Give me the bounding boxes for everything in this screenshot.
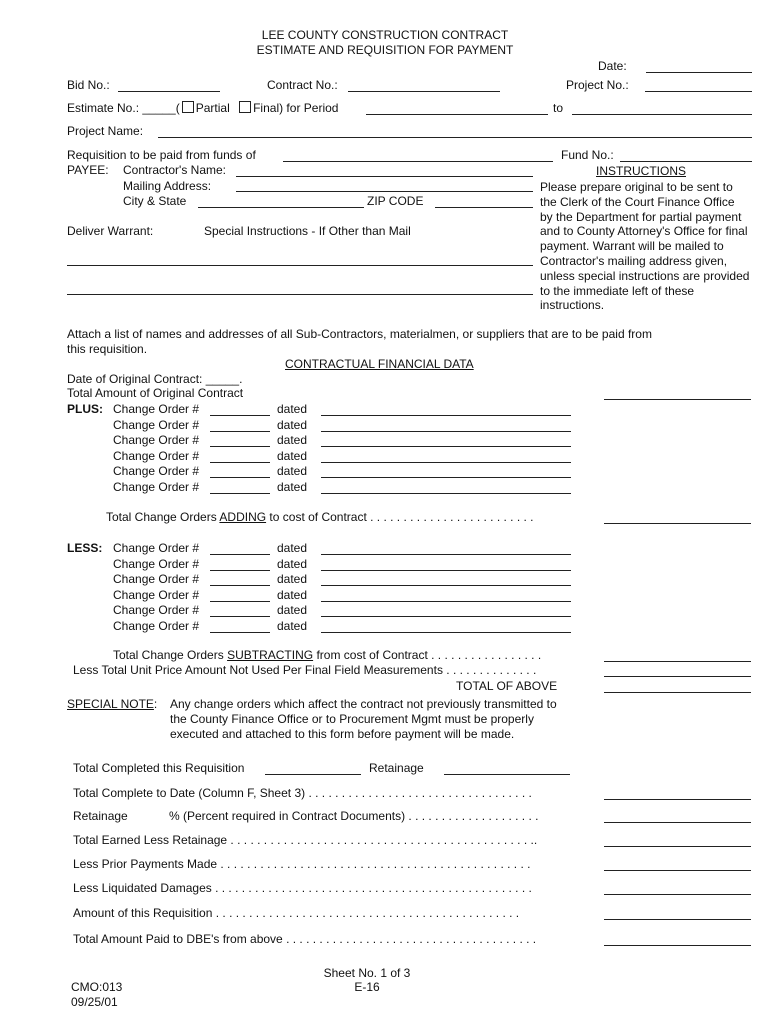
change-order-label: Change Order # [113, 479, 200, 494]
dated-label: dated [277, 464, 308, 478]
mailing-address-label: Mailing Address: [123, 179, 212, 193]
project-no-field[interactable] [645, 91, 752, 92]
project-name-field[interactable] [158, 137, 752, 138]
completed-requisition-label: Total Completed this Requisition [73, 761, 245, 775]
change-order-date-field[interactable] [321, 446, 571, 447]
completed-requisition-field[interactable] [265, 774, 361, 775]
mailing-address-field[interactable] [236, 191, 533, 192]
liquidated-damages-label: Less Liquidated Damages . . . . . . . . . . . . . . . . . . . . . . . . . . . . . . . . . . . . . . . . . . . . . . . . [73, 881, 532, 895]
dated-label: dated [277, 556, 308, 571]
retainage-percent-field[interactable] [604, 822, 751, 823]
change-order-label: Change Order # [113, 572, 200, 586]
change-order-date-field[interactable] [321, 431, 571, 432]
change-order-number-field[interactable] [210, 462, 270, 463]
fund-no-label: Fund No.: [561, 148, 614, 162]
form-date: 09/25/01 [71, 995, 118, 1009]
less-label: LESS: [67, 541, 103, 555]
total-original-label: Total Amount of Original Contract [67, 386, 244, 400]
bid-no-field[interactable] [118, 91, 220, 92]
total-of-above-label: TOTAL OF ABOVE [456, 679, 558, 693]
subtracting-word: SUBTRACTING [227, 648, 314, 662]
change-order-date-field[interactable] [321, 462, 571, 463]
date-label: Date: [598, 59, 627, 73]
instructions-heading: INSTRUCTIONS [596, 164, 686, 178]
percent-label: % (Percent required in Contract Documents) . . . . . . . . . . . . . . . . . . . . [169, 809, 539, 823]
partial-label: Partial [195, 101, 230, 115]
change-order-label: Change Order # [113, 402, 200, 416]
form-subtitle: ESTIMATE AND REQUISITION FOR PAYMENT [256, 43, 514, 57]
total-adding-post: to cost of Contract . . . . . . . . . . . . . . . . . . . . . . . . . [269, 510, 534, 524]
dated-label: dated [277, 479, 308, 494]
dbe-amount-label: Total Amount Paid to DBE's from above . . . . . . . . . . . . . . . . . . . . . . . . . . . . . . . . . . . . . . [73, 932, 537, 946]
complete-to-date-field[interactable] [604, 799, 751, 800]
dated-label: dated [277, 402, 308, 416]
total-of-above-field[interactable] [604, 692, 751, 693]
change-order-number-field[interactable] [210, 570, 270, 571]
special-note-label-wrap [67, 697, 157, 711]
date-field[interactable] [646, 72, 752, 73]
form-title: LEE COUNTY CONSTRUCTION CONTRACT [261, 28, 509, 42]
payee-label: PAYEE: [67, 163, 109, 177]
change-order-number-field[interactable] [210, 415, 270, 416]
less-unit-price-label: Less Total Unit Price Amount Not Used Per Final Field Measurements . . . . . . . . . . . . . . [73, 663, 537, 677]
final-label: Final) for Period [253, 101, 339, 115]
dbe-amount-field[interactable] [604, 945, 751, 946]
change-order-number-field[interactable] [210, 446, 270, 447]
zip-code-label: ZIP CODE [367, 194, 424, 208]
total-subtracting-line [113, 648, 541, 662]
change-order-number-field[interactable] [210, 585, 270, 586]
requisition-funds-label: Requisition to be paid from funds of [67, 148, 256, 162]
estimate-row [67, 101, 338, 115]
attach-note-line1: Attach a list of names and addresses of all Sub-Contractors, materialmen, or suppliers that are to be paid from [67, 327, 652, 341]
change-order-date-field[interactable] [321, 554, 571, 555]
project-no-label: Project No.: [566, 78, 629, 92]
date-original-contract: Date of Original Contract: _____. [67, 372, 243, 386]
dated-label: dated [277, 448, 308, 463]
bid-no-label: Bid No.: [67, 78, 110, 92]
estimate-no-label: Estimate No.: _____( [67, 101, 180, 115]
special-instructions-label: Special Instructions - If Other than Mail [204, 224, 411, 238]
city-state-label: City & State [123, 194, 187, 208]
change-order-label: Change Order # [113, 433, 200, 447]
dated-label: dated [277, 587, 308, 602]
dated-label: dated [277, 433, 308, 447]
total-subtracting-field[interactable] [604, 661, 751, 662]
special-instructions-field-1[interactable] [67, 265, 533, 266]
dated-label: dated [277, 618, 308, 633]
retainage-percent-label: Retainage [73, 809, 128, 823]
change-order-date-field[interactable] [321, 493, 571, 494]
instructions-text: Please prepare original to be sent to the Clerk of the Court Finance Office by the Department for partial payment and to County Attorney's Office for final payment. Warrant will be mailed to Contractor's mailing address given, unless special instructions are provided to the immediate left of these instructions. [540, 180, 750, 313]
change-order-date-field[interactable] [321, 415, 571, 416]
zip-code-field[interactable] [435, 207, 533, 208]
change-order-label: Change Order # [113, 541, 200, 555]
page-code: E-16 [354, 980, 380, 994]
total-adding-line [106, 510, 534, 524]
contract-no-label: Contract No.: [267, 78, 338, 92]
final-checkbox[interactable] [239, 101, 251, 113]
contractor-name-field[interactable] [236, 176, 533, 177]
change-order-label: Change Order # [113, 464, 200, 478]
change-order-date-field[interactable] [321, 585, 571, 586]
plus-label: PLUS: [67, 402, 103, 416]
project-name-label: Project Name: [67, 124, 144, 138]
sheet-number: Sheet No. 1 of 3 [323, 966, 411, 980]
contractor-name-label: Contractor's Name: [123, 163, 226, 177]
change-order-label: Change Order # [113, 417, 200, 432]
change-order-date-field[interactable] [321, 616, 571, 617]
change-order-date-field[interactable] [321, 601, 571, 602]
to-label: to [553, 101, 564, 115]
change-order-number-field[interactable] [210, 493, 270, 494]
complete-to-date-label: Total Complete to Date (Column F, Sheet 3) . . . . . . . . . . . . . . . . . . . . . . . . . . . . . . . . . . [73, 786, 532, 800]
dated-label: dated [277, 417, 308, 432]
change-order-date-field[interactable] [321, 570, 571, 571]
change-order-label: Change Order # [113, 587, 200, 602]
dated-label: dated [277, 603, 308, 617]
change-order-number-field[interactable] [210, 554, 270, 555]
change-order-number-field[interactable] [210, 632, 270, 633]
total-sub-pre: Total Change Orders [113, 648, 224, 662]
dated-label: dated [277, 541, 308, 555]
change-order-label: Change Order # [113, 603, 200, 617]
contract-no-field[interactable] [348, 91, 500, 92]
amount-requisition-field[interactable] [604, 919, 751, 920]
fund-no-field[interactable] [620, 161, 752, 162]
period-from-field[interactable] [366, 114, 548, 115]
change-order-number-field[interactable] [210, 616, 270, 617]
period-to-field[interactable] [572, 114, 752, 115]
amount-requisition-label: Amount of this Requisition . . . . . . . . . . . . . . . . . . . . . . . . . . . . . . . . . . . . . . . . . . . . . . [73, 906, 520, 920]
adding-word: ADDING [219, 510, 267, 524]
retainage-label: Retainage [369, 761, 424, 775]
prior-payments-label: Less Prior Payments Made . . . . . . . . . . . . . . . . . . . . . . . . . . . . . . . . . . . . . . . . . . . . . . . [73, 857, 531, 871]
retainage-field[interactable] [444, 774, 570, 775]
special-note-text: Any change orders which affect the contract not previously transmitted to the County Finance Office or to Procurement Mgmt must be properly executed and attached to this form before payment will be made. [170, 697, 557, 741]
deliver-warrant-label: Deliver Warrant: [67, 224, 154, 238]
change-order-label: Change Order # [113, 556, 200, 571]
total-adding-field[interactable] [604, 523, 751, 524]
special-note-colon: : [153, 697, 158, 711]
form-code: CMO:013 [71, 980, 123, 994]
change-order-number-field[interactable] [210, 431, 270, 432]
total-sub-post: from cost of Contract . . . . . . . . . . . . . . . . . [316, 648, 542, 662]
prior-payments-field[interactable] [604, 870, 751, 871]
earned-less-retainage-label: Total Earned Less Retainage . . . . . . . . . . . . . . . . . . . . . . . . . . . . . . . . . . . . . . . . . . . . . .. [73, 833, 538, 847]
less-unit-price-field[interactable] [604, 676, 751, 677]
change-order-number-field[interactable] [210, 601, 270, 602]
change-order-date-field[interactable] [321, 632, 571, 633]
total-adding-pre: Total Change Orders [106, 510, 217, 524]
special-note-label: SPECIAL NOTE [67, 697, 154, 711]
change-order-label: Change Order # [113, 448, 200, 463]
financial-heading: CONTRACTUAL FINANCIAL DATA [285, 357, 474, 371]
change-order-label: Change Order # [113, 618, 200, 633]
requisition-funds-field[interactable] [283, 161, 553, 162]
total-original-field[interactable] [604, 399, 751, 400]
earned-less-retainage-field[interactable] [604, 846, 751, 847]
change-order-date-field[interactable] [321, 477, 571, 478]
partial-checkbox[interactable] [182, 101, 194, 113]
liquidated-damages-field[interactable] [604, 894, 751, 895]
special-instructions-field-2[interactable] [67, 294, 533, 295]
attach-note-line2: this requisition. [67, 342, 148, 356]
dated-label: dated [277, 572, 308, 586]
city-state-field[interactable] [198, 207, 364, 208]
change-order-number-field[interactable] [210, 477, 270, 478]
